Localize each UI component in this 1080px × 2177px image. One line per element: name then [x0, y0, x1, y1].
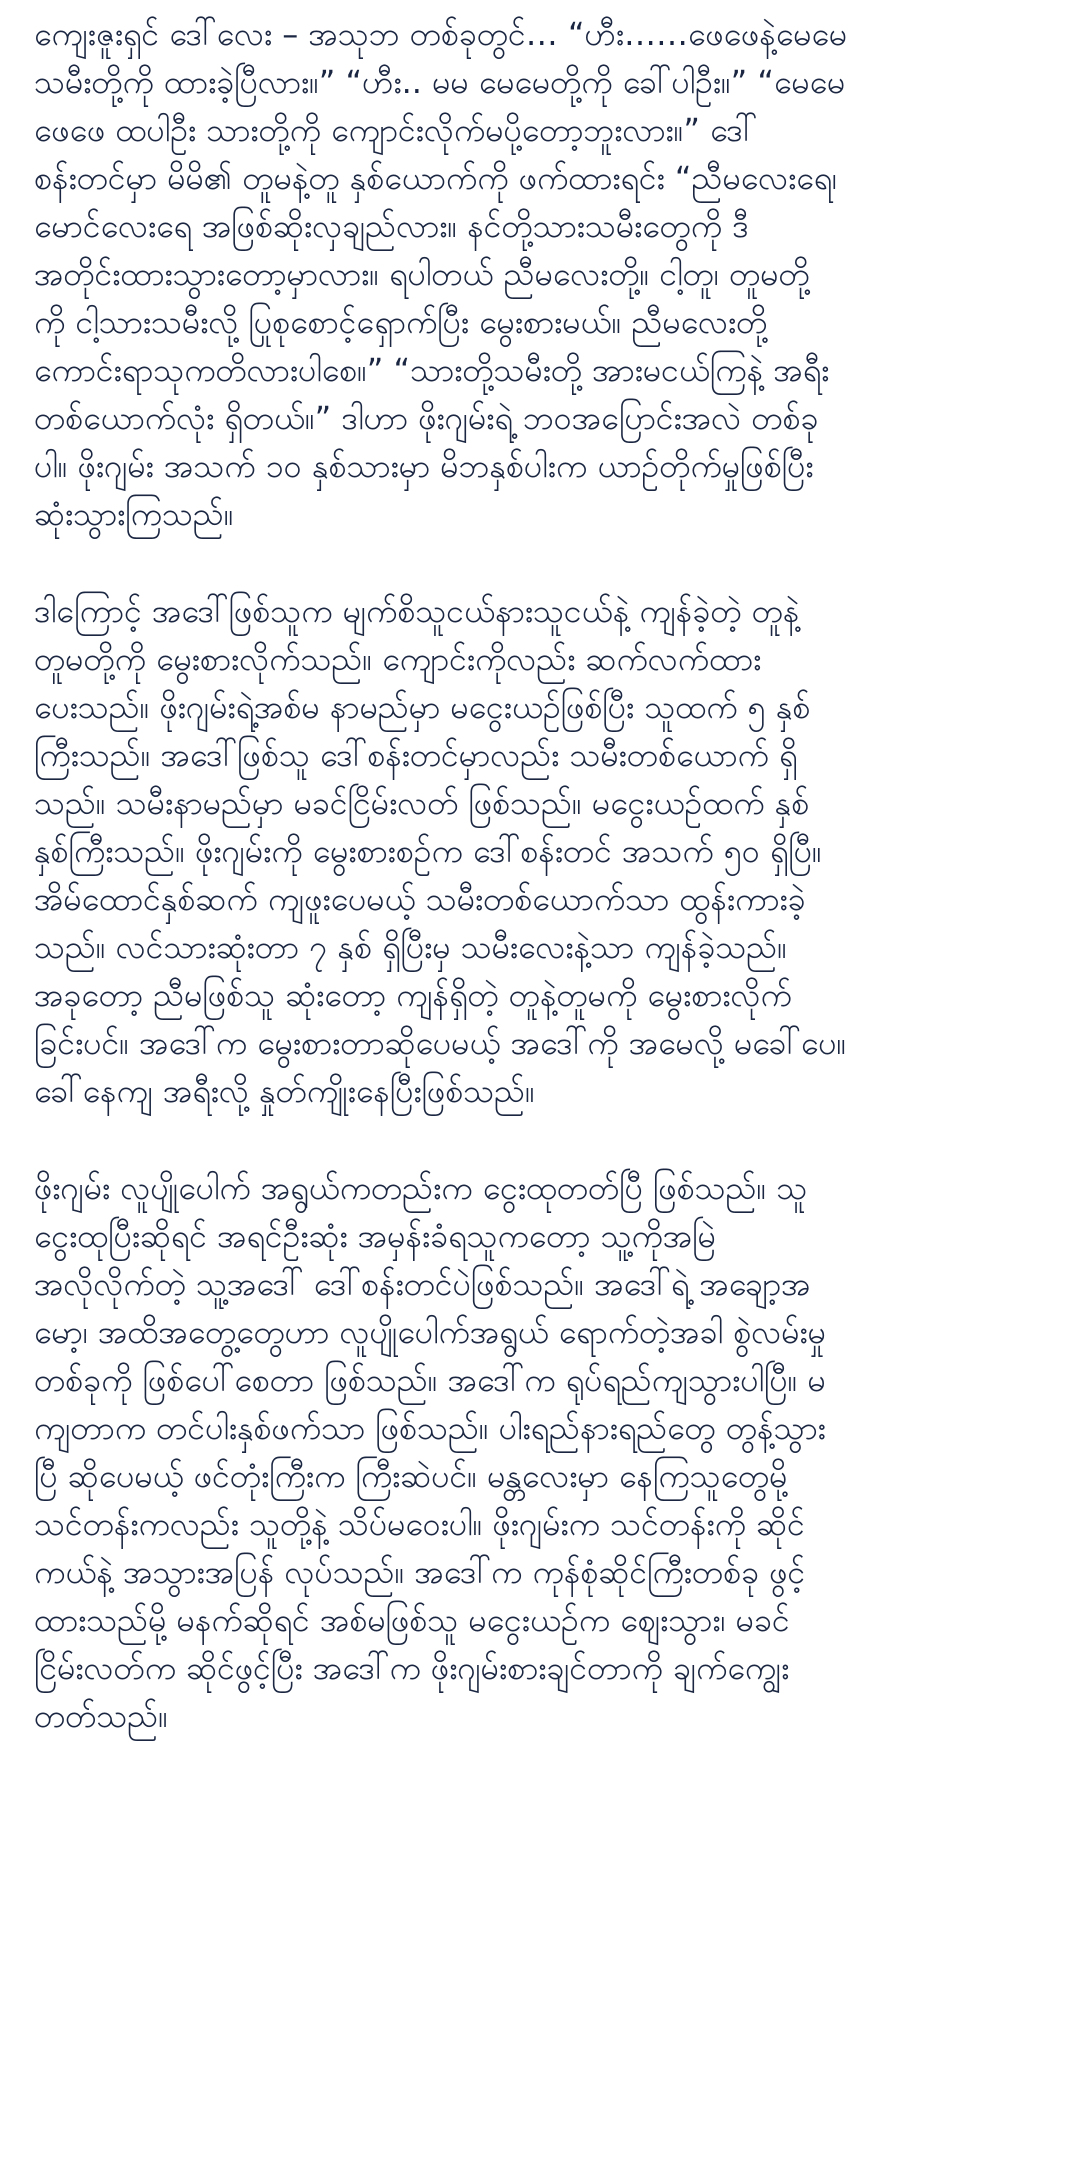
text-line: ကောင်းရာသုကတိလားပါစေ။” “သားတို့သမီးတို့ အားမငယ်ကြနဲ့ အရီး — [34, 351, 830, 389]
text-line: သင်တန်းကလည်း သူတို့နဲ့ သိပ်မဝေးပါ။ ဖိုးဂျမ်းက သင်တန်းကို ဆိုင် — [34, 1505, 805, 1543]
text-line: တစ်ခုကို ဖြစ်ပေါ်စေတာ ဖြစ်သည်။ အဒေါ်က ရုပ်ရည်ကျသွားပါပြီ။ မ — [34, 1361, 826, 1399]
article-body — [34, 10, 1049, 1789]
text-line: ခေါ်နေကျ အရီးလို့ နှုတ်ကျိုးနေပြီးဖြစ်သည်။ — [34, 1072, 535, 1110]
text-line: စန်းတင်မှာ မိမိ၏ တူမနဲ့တူ နှစ်ယောက်ကို ဖက်ထားရင်း “ညီမလေးရေ၊ — [34, 159, 838, 197]
text-line: ကျတာက တင်ပါးနှစ်ဖက်သာ ဖြစ်သည်။ ပါးရည်နားရည်တွေ တွန့်သွား — [34, 1409, 826, 1447]
text-line: အတိုင်းထားသွားတော့မှာလား။ ရပါတယ် ညီမလေးတို့။ ငါ့တူ၊ တူမတို့ — [34, 255, 810, 293]
text-line: ပြီ ဆိုပေမယ့် ဖင်တုံးကြီးက ကြီးဆဲပင်။ မန္တလေးမှာ နေကြသူတွေမို့ — [34, 1457, 788, 1495]
text-line: ထားသည်မို့ မနက်ဆိုရင် အစ်မဖြစ်သူ မငွေးယဉ်က ဈေးသွား၊ မခင် — [34, 1601, 790, 1639]
text-line: ပါ။ ဖိုးဂျမ်း အသက် ၁၀ နှစ်သားမှာ မိဘနှစ်ပါးက ယာဉ်တိုက်မှုဖြစ်ပြီး — [34, 447, 814, 485]
text-line: အခုတော့ ညီမဖြစ်သူ ဆုံးတော့ ကျန်ရှိတဲ့ တူနဲ့တူမကို မွေးစားလိုက် — [34, 976, 792, 1014]
paragraph-3 — [34, 1164, 1049, 1740]
text-line: မောင်လေးရေ အဖြစ်ဆိုးလှချည်လား။ နင်တို့သားသမီးတွေကို ဒီ — [34, 207, 749, 245]
text-line: ဒါကြောင့် အဒေါ်ဖြစ်သူက မျက်စိသူငယ်နားသူငယ်နဲ့ ကျန်ခဲ့တဲ့ တူနဲ့ — [34, 592, 800, 630]
text-line: ဖေဖေ ထပါဦး သားတို့ကို ကျောင်းလိုက်မပို့တော့ဘူးလား။” ဒေါ် — [34, 111, 758, 149]
text-line: အိမ်ထောင်နှစ်ဆက် ကျဖူးပေမယ့် သမီးတစ်ယောက်သာ ထွန်းကားခဲ့ — [34, 880, 806, 918]
text-line: နှစ်ကြီးသည်။ ဖိုးဂျမ်းကို မွေးစားစဉ်က ဒေါ်စန်းတင် အသက် ၅၀ ရှိပြီ။ — [34, 832, 822, 870]
text-line: ဖိုးဂျမ်း လူပျိုပေါက် အရွယ်ကတည်းက ငွေးထုတတ်ပြီ ဖြစ်သည်။ သူ — [34, 1169, 808, 1207]
text-line: ငြိမ်းလတ်က ဆိုင်ဖွင့်ပြီး အဒေါ်က ဖိုးဂျမ်းစားချင်တာကို ချက်ကျွေး — [34, 1649, 790, 1687]
text-line: အလိုလိုက်တဲ့ သူ့အဒေါ် ဒေါ်စန်းတင်ပဲဖြစ်သည်။ အဒေါ်ရဲ့ အချော့အ — [34, 1265, 811, 1303]
text-line: သည်။ သမီးနာမည်မှာ မခင်ငြိမ်းလတ် ဖြစ်သည်။ မငွေးယဉ်ထက် နှစ် — [34, 784, 810, 822]
text-line: တတ်သည်။ — [34, 1697, 168, 1735]
text-line: ကြီးသည်။ အဒေါ်ဖြစ်သူ ဒေါ်စန်းတင်မှာလည်း သမီးတစ်ယောက် ရှိ — [34, 736, 798, 774]
text-line: တူမတို့ကို မွေးစားလိုက်သည်။ ကျောင်းကိုလည်း ဆက်လက်ထား — [34, 640, 762, 678]
text-line: ငွေးထုပြီးဆိုရင် အရင်ဦးဆုံး အမှန်းခံရသူကတော့ သူ့ကိုအမြဲ — [34, 1217, 716, 1255]
text-line: သမီးတို့ကို ထားခဲ့ပြီလား။” “ဟီး.. မမ မေမေတို့ကို ခေါ်ပါဦး။” “မေမေ — [34, 63, 846, 101]
text-line: ကယ်နဲ့ အသွားအပြန် လုပ်သည်။ အဒေါ်က ကုန်စုံဆိုင်ကြီးတစ်ခု ဖွင့် — [34, 1553, 806, 1591]
text-line: သည်။ လင်သားဆုံးတာ ၇ နှစ် ရှိပြီးမှ သမီးလေးနဲ့သာ ကျန်ခဲ့သည်။ — [34, 928, 787, 966]
text-line: တစ်ယောက်လုံး ရှိတယ်။” ဒါဟာ ဖိုးဂျမ်းရဲ့ ဘဝအပြောင်းအလဲ တစ်ခု — [34, 399, 819, 437]
text-line: ခြင်းပင်။ အဒေါ်က မွေးစားတာဆိုပေမယ့် အဒေါ်ကို အမေလို့ မခေါ်ပေ။ — [34, 1024, 847, 1062]
text-line: မော့၊ အထိအတွေ့တွေဟာ လူပျိုပေါက်အရွယ် ရောက်တဲ့အခါ စွဲလမ်းမှု — [34, 1313, 826, 1351]
paragraph-2 — [34, 587, 1049, 1115]
text-line: ကျေးဇူးရှင် ဒေါ်လေး – အသုဘ တစ်ခုတွင်… “ဟီး……ဖေဖေနဲ့မေမေ — [34, 15, 848, 53]
text-line: ဆုံးသွားကြသည်။ — [34, 495, 234, 533]
text-line: ကို ငါ့သားသမီးလို့ ပြုစုစောင့်ရှောက်ပြီး မွေးစားမယ်။ ညီမလေးတို့ — [34, 303, 768, 341]
text-line: ပေးသည်။ ဖိုးဂျမ်းရဲ့အစ်မ နာမည်မှာ မငွေးယဉ်ဖြစ်ပြီး သူထက် ၅ နှစ် — [34, 688, 811, 726]
paragraph-1 — [34, 10, 1049, 538]
